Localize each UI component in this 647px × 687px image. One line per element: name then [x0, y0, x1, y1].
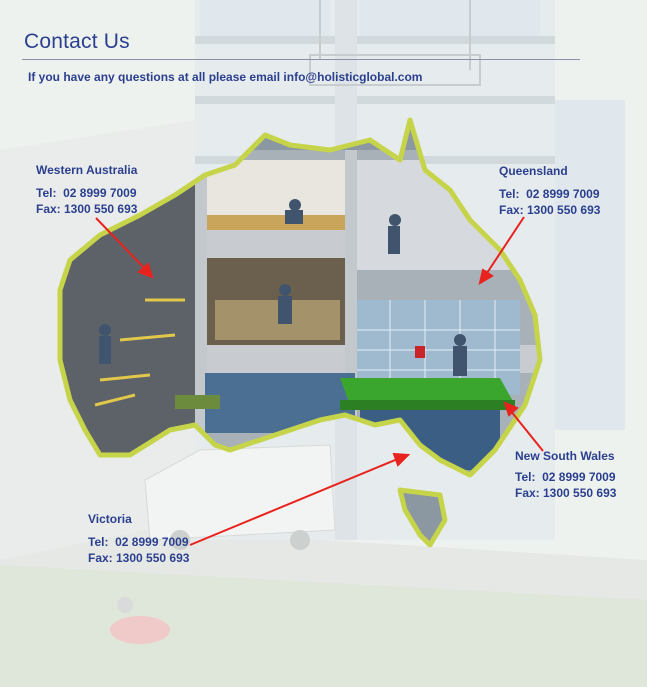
region-name: Queensland — [499, 164, 568, 178]
region-fax: Fax: 1300 550 693 — [36, 202, 138, 216]
title-divider — [22, 59, 580, 60]
region-tel: Tel: 02 8999 7009 — [515, 470, 616, 484]
region-tel: Tel: 02 8999 7009 — [88, 535, 189, 549]
region-new-south-wales — [515, 449, 616, 501]
region-tel: Tel: 02 8999 7009 — [36, 186, 137, 200]
region-name: New South Wales — [515, 449, 615, 463]
region-tel: Tel: 02 8999 7009 — [499, 187, 600, 201]
region-victoria — [88, 512, 189, 566]
region-western-australia — [36, 163, 137, 217]
region-fax: Fax: 1300 550 693 — [88, 551, 190, 565]
region-name: Victoria — [88, 512, 132, 526]
region-name: Western Australia — [36, 163, 138, 177]
page-title: Contact Us — [24, 30, 130, 53]
region-fax: Fax: 1300 550 693 — [515, 486, 617, 500]
region-fax: Fax: 1300 550 693 — [499, 203, 601, 217]
region-queensland — [499, 164, 600, 218]
intro-text: If you have any questions at all please email info@holisticglobal.com — [28, 70, 423, 84]
